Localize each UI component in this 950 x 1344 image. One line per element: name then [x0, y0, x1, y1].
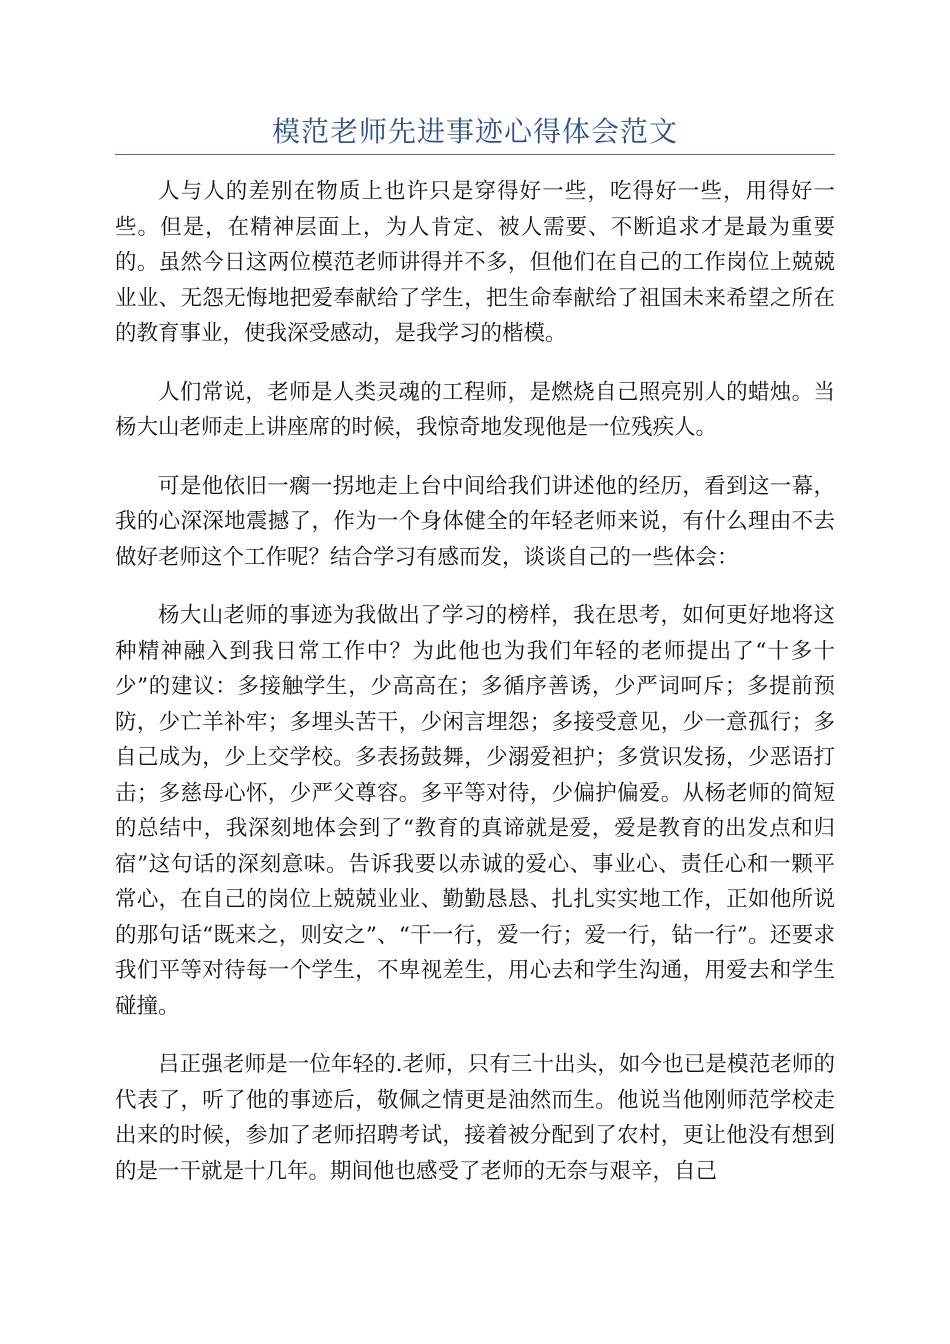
title-underline [115, 154, 835, 155]
paragraph-5: 吕正强老师是一位年轻的.老师，只有三十出头，如今也已是模范老师的代表了，听了他的事迹后，敬佩之情更是油然而生。他说当他刚师范学校走出来的时候，参加了老师招聘考试，接着被分配到了农村，更让他没有想到的是一干就是十几年。期间他也感受了老师的无奈与艰辛，自己 [115, 1052, 835, 1184]
paragraph-1: 人与人的差别在物质上也许只是穿得好一些，吃得好一些，用得好一些。但是，在精神层面上，为人肯定、被人需要、不断追求才是最为重要的。虽然今日这两位模范老师讲得并不多，但他们在自己的工作岗位上兢兢业业、无怨无悔地把爱奉献给了学生，把生命奉献给了祖国未来希望之所在的教育事业，使我深受感动，是我学习的楷模。 [115, 179, 835, 346]
document-body [115, 174, 835, 1212]
paragraph-2: 人们常说，老师是人类灵魂的工程师，是燃烧自己照亮别人的蜡烛。当杨大山老师走上讲座席的时候，我惊奇地发现他是一位残疾人。 [115, 379, 835, 440]
document-title: 模范老师先进事迹心得体会范文 [271, 115, 678, 148]
paragraph-4: 杨大山老师的事迹为我做出了学习的榜样，我在思考，如何更好地将这种精神融入到我日常工作中？为此他也为我们年轻的老师提出了“十多十少”的建议：多接触学生，少高高在；多循序善诱，少严词呵斥；多提前预防，少亡羊补牢；多埋头苦干，少闲言埋怨；多接受意见，少一意孤行；多自己成为，少上交学校。多表扬鼓舞，少溺爱袒护；多赏识发扬，少恶语打击；多慈母心怀，少严父尊容。多平等对待，少偏护偏爱。从杨老师的简短的总结中，我深刻地体会到了“教育的真谛就是爱，爱是教育的出发点和归宿”这句话的深刻意味。告诉我要以赤诚的爱心、事业心、责任心和一颗平常心，在自己的岗位上兢兢业业、勤勤恳恳、扎扎实实地工作，正如他所说的那句话“既来之，则安之”、“干一行，爱一行；爱一行，钻一行”。还要求我们平等对待每一个学生，不卑视差生，用心去和学生沟通，用爱去和学生碰撞。 [115, 603, 835, 1019]
paragraph-3: 可是他依旧一瘸一拐地走上台中间给我们讲述他的经历，看到这一幕，我的心深深地震撼了，作为一个身体健全的年轻老师来说，有什么理由不去做好老师这个工作呢？结合学习有感而发，谈谈自己的一些体会： [115, 473, 835, 570]
